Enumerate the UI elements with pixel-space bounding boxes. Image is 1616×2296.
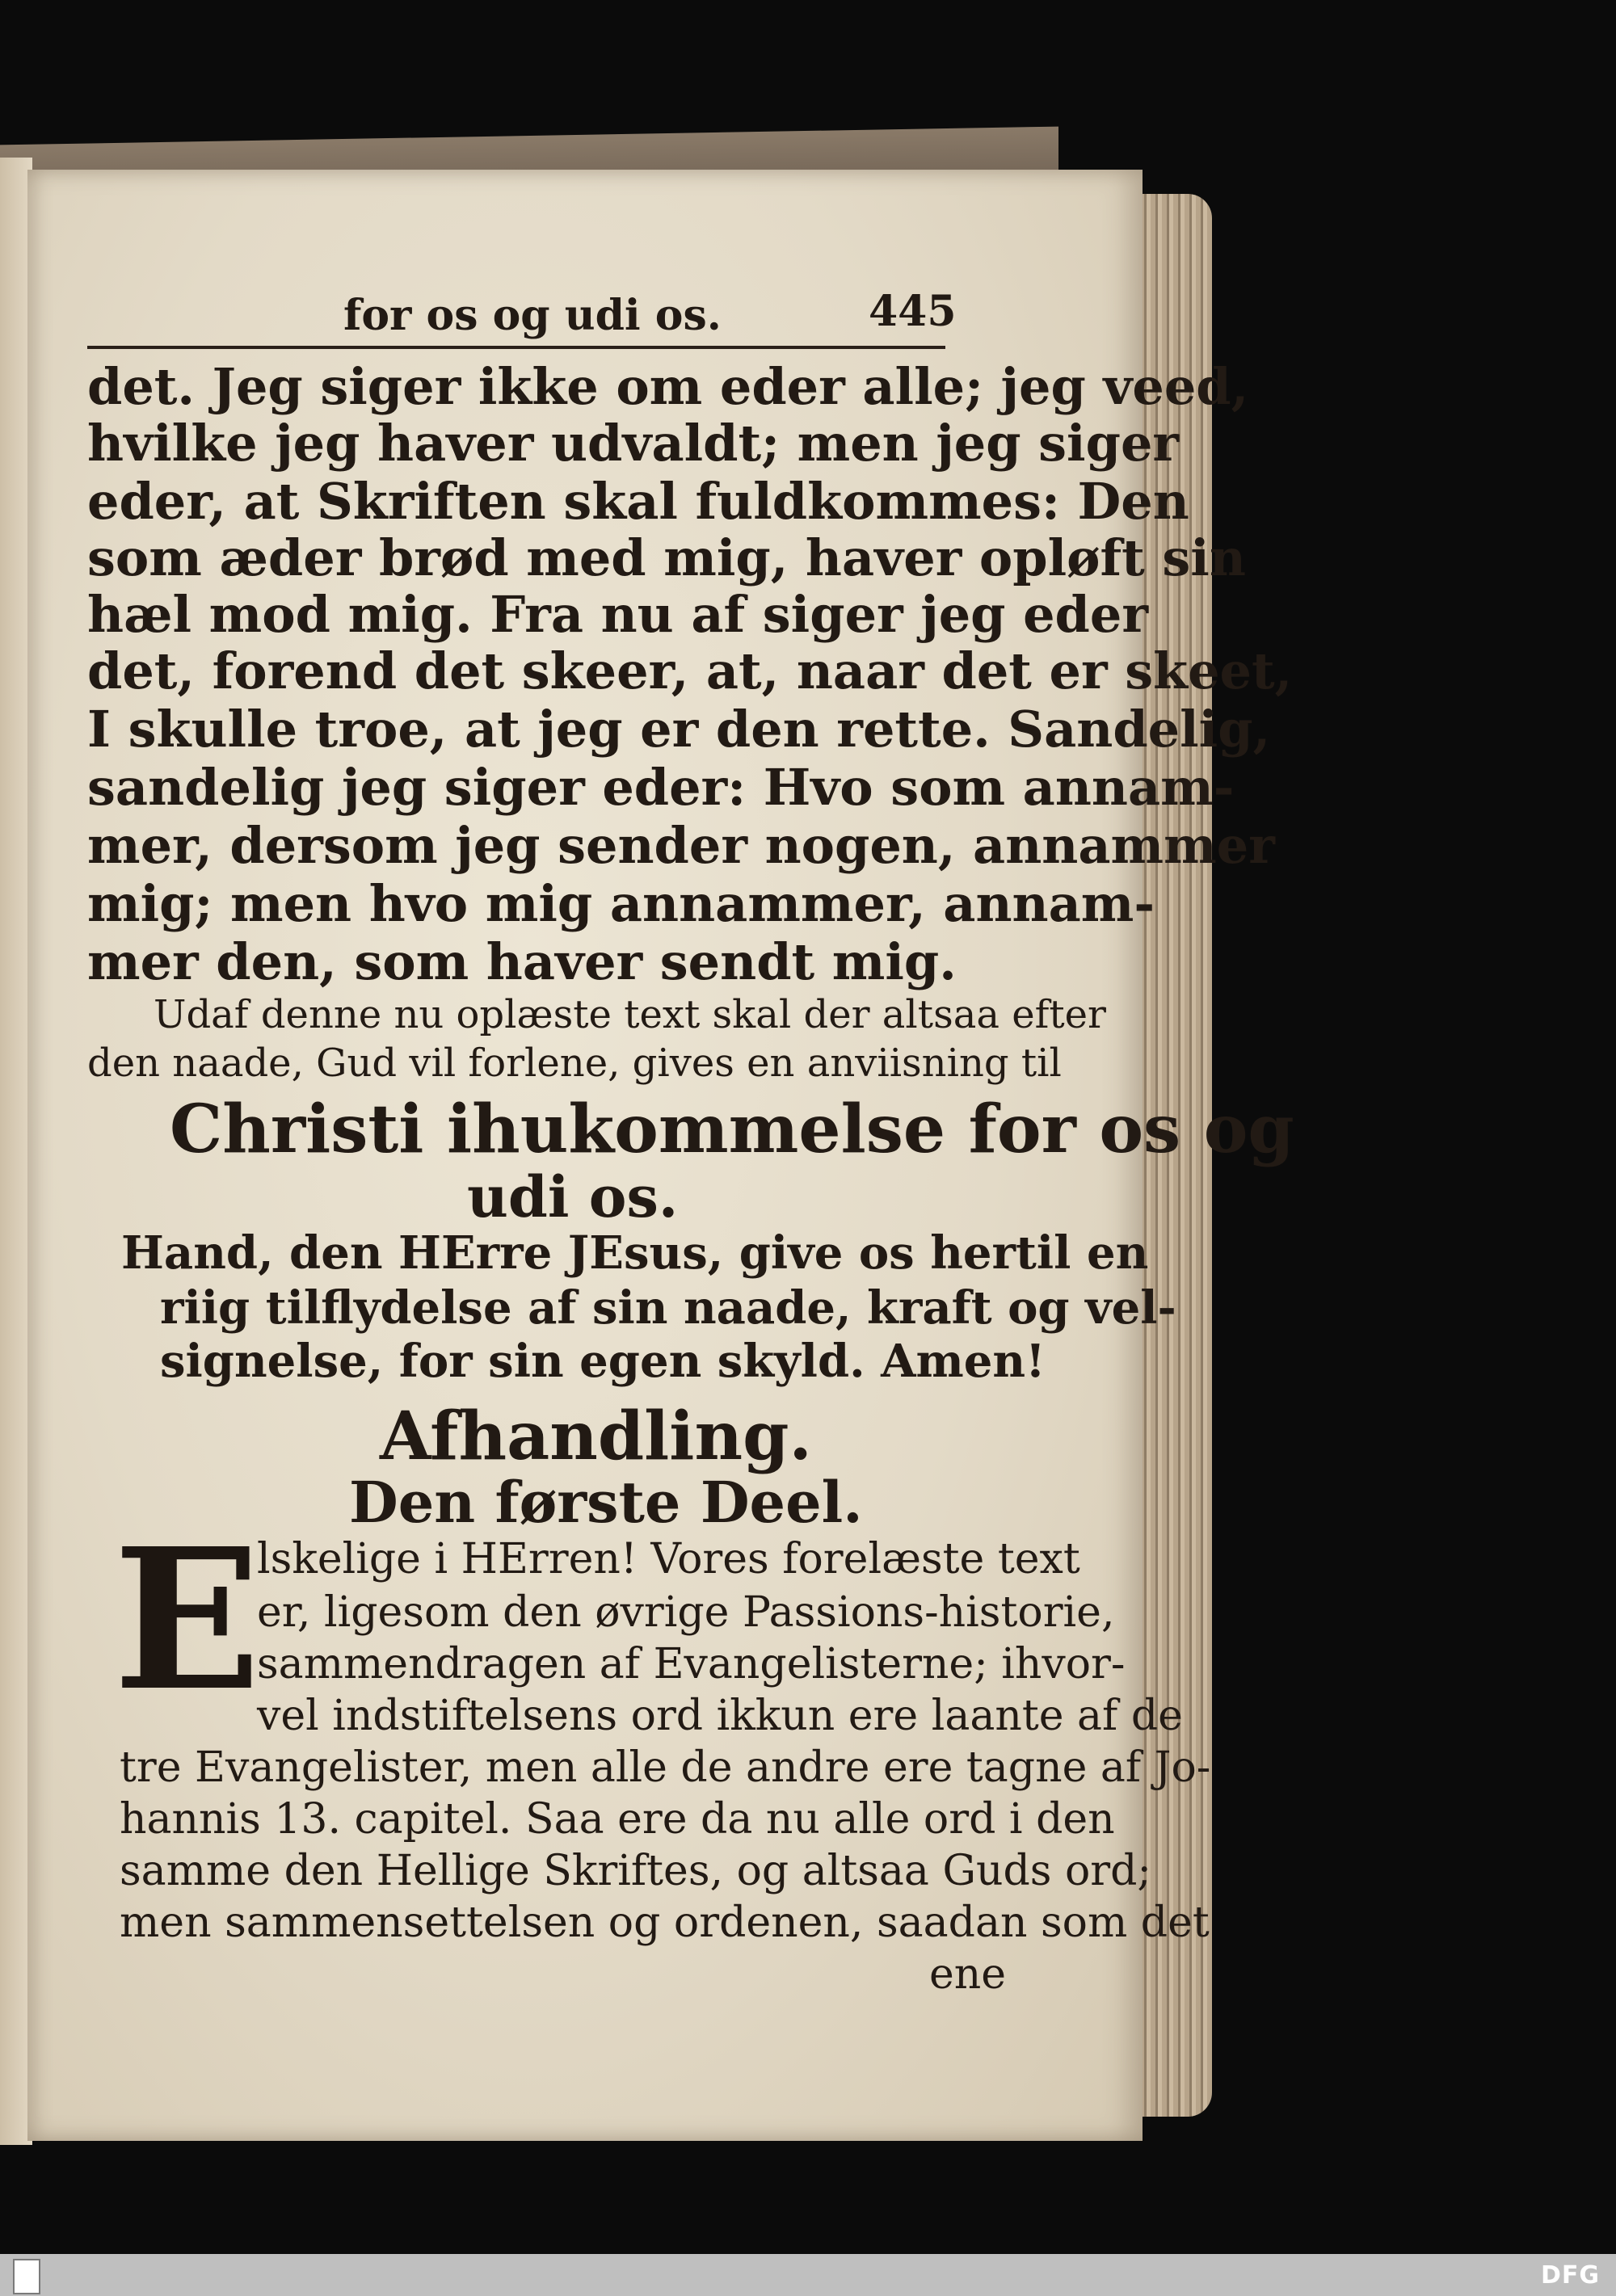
section-line: vel indstiftelsens ord ikkun ere laante af de: [257, 1692, 1183, 1740]
catchword: ene: [929, 1950, 1007, 1999]
intro-line: den naade, Gud vil forlene, gives en anviisning til: [87, 1041, 1062, 1086]
prayer-line: Hand, den HErre JEsus, give os hertil en: [121, 1226, 1149, 1280]
section-line: men sammensettelsen og ordenen, saadan som det: [120, 1899, 1210, 1947]
library-logo-icon: [13, 2259, 40, 2294]
running-title: for os og udi os.: [343, 291, 722, 340]
dfg-logo: DFG: [1540, 2261, 1600, 2290]
header-rule: [87, 346, 945, 349]
body-line: som æder brød med mig, haver opløft sin: [87, 528, 1246, 587]
body-line: I skulle troe, at jeg er den rette. Sandelig,: [87, 700, 1271, 759]
body-line: hæl mod mig. Fra nu af siger jeg eder: [87, 585, 1148, 644]
body-line: det. Jeg siger ikke om eder alle; jeg veed,: [87, 357, 1249, 416]
body-line: sandelig jeg siger eder: Hvo som annam-: [87, 758, 1235, 817]
intro-line: Udaf denne nu oplæste text skal der altsaa efter: [154, 992, 1106, 1037]
page-number: 445: [869, 287, 957, 336]
section-subheading: Den første Deel.: [349, 1469, 863, 1536]
section-line: tre Evangelister, men alle de andre ere tagne af Jo-: [120, 1743, 1211, 1792]
viewer-footer-bar: [0, 2254, 1616, 2296]
body-line: eder, at Skriften skal fuldkommes: Den: [87, 472, 1189, 531]
section-line: sammendragen af Evangelisterne; ihvor-: [257, 1640, 1126, 1688]
body-line: hvilke jeg haver udvaldt; men jeg siger: [87, 414, 1180, 473]
prayer-line: riig tilflydelse af sin naade, kraft og vel-: [160, 1281, 1176, 1335]
section-line: lskelige i HErren! Vores forelæste text: [257, 1535, 1080, 1583]
prayer-line: signelse, for sin egen skyld. Amen!: [160, 1335, 1046, 1388]
title-line: udi os.: [467, 1163, 679, 1230]
body-line: det, forend det skeer, at, naar det er skeet,: [87, 641, 1293, 700]
section-line: samme den Hellige Skriftes, og altsaa Guds ord;: [120, 1847, 1151, 1895]
section-line: er, ligesom den øvrige Passions-historie,: [257, 1588, 1115, 1637]
title-line: Christi ihukommelse for os og: [170, 1091, 1294, 1168]
ornamental-initial: E: [113, 1506, 261, 1734]
body-line: mer den, som haver sendt mig.: [87, 932, 957, 991]
body-line: mig; men hvo mig annammer, annam-: [87, 874, 1155, 933]
section-line: hannis 13. capitel. Saa ere da nu alle ord i den: [120, 1795, 1115, 1844]
body-line: mer, dersom jeg sender nogen, annammer: [87, 816, 1275, 875]
section-heading: Afhandling.: [380, 1398, 812, 1475]
